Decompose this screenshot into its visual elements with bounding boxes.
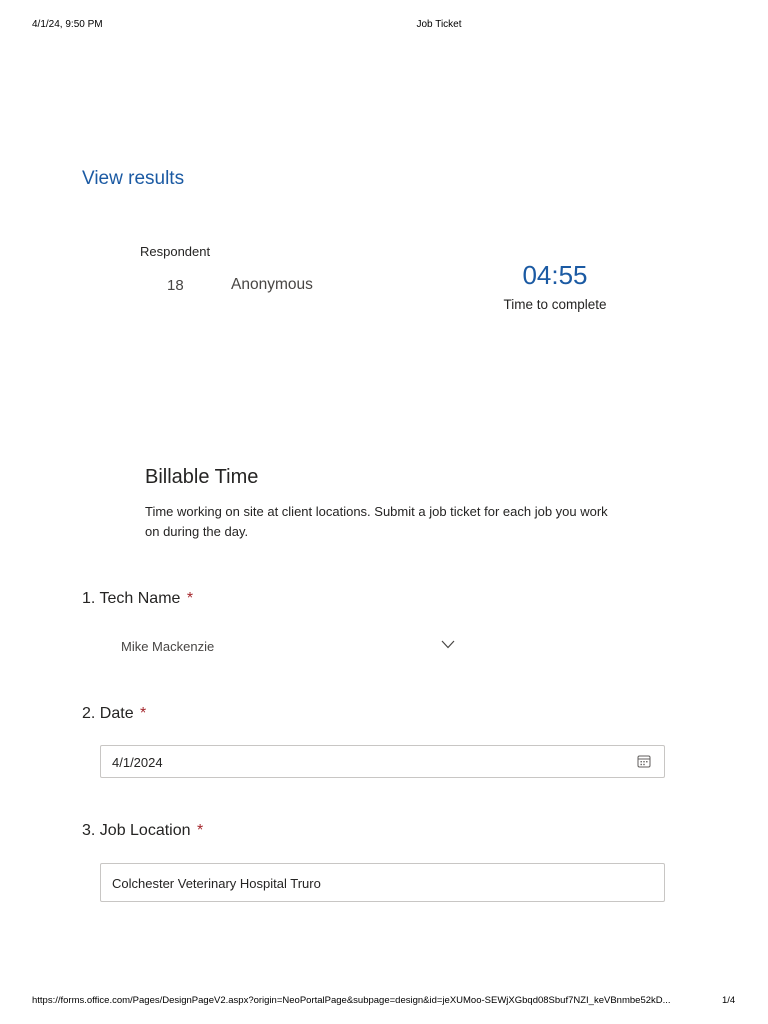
time-to-complete-label: Time to complete	[503, 297, 607, 312]
respondent-number: 18	[167, 277, 184, 294]
required-marker: *	[186, 590, 194, 607]
required-marker: *	[140, 705, 147, 722]
print-datetime: 4/1/24, 9:50 PM	[32, 19, 103, 30]
job-location-value: Colchester Veterinary Hospital Truro	[112, 876, 321, 891]
respondent-label: Respondent	[140, 244, 211, 259]
question-1-title	[82, 590, 193, 608]
chevron-down-icon	[441, 640, 455, 649]
required-marker: *	[196, 822, 204, 839]
time-to-complete-value: 04:55	[522, 260, 588, 290]
question-1-label: 1. Tech Name	[82, 590, 181, 607]
print-title: Job Ticket	[416, 19, 462, 30]
question-3-label: 3. Job Location	[82, 822, 191, 839]
print-url: https://forms.office.com/Pages/DesignPageV2.aspx?origin=NeoPortalPage&subpage=design&id=jeXUMoo-SEWjXGbqd08Sbuf7NZI_keVBnmbe52kD...	[32, 995, 671, 1006]
job-location-input[interactable]	[100, 863, 665, 902]
date-input[interactable]	[100, 745, 665, 778]
date-value: 4/1/2024	[112, 755, 163, 770]
section-title: Billable Time	[145, 466, 259, 488]
calendar-icon[interactable]	[637, 754, 651, 768]
question-2-title	[82, 705, 146, 723]
tech-name-dropdown[interactable]	[100, 630, 460, 662]
section-description: Time working on site at client locations. Submit a job ticket for each job you work on during the day.	[145, 504, 608, 539]
view-results-link[interactable]: View results	[82, 168, 185, 189]
question-2-label: 2. Date	[82, 705, 134, 722]
respondent-name: Anonymous	[231, 276, 313, 293]
question-3-title	[82, 822, 203, 840]
print-page-number: 1/4	[722, 995, 736, 1006]
tech-name-value: Mike Mackenzie	[121, 639, 215, 654]
